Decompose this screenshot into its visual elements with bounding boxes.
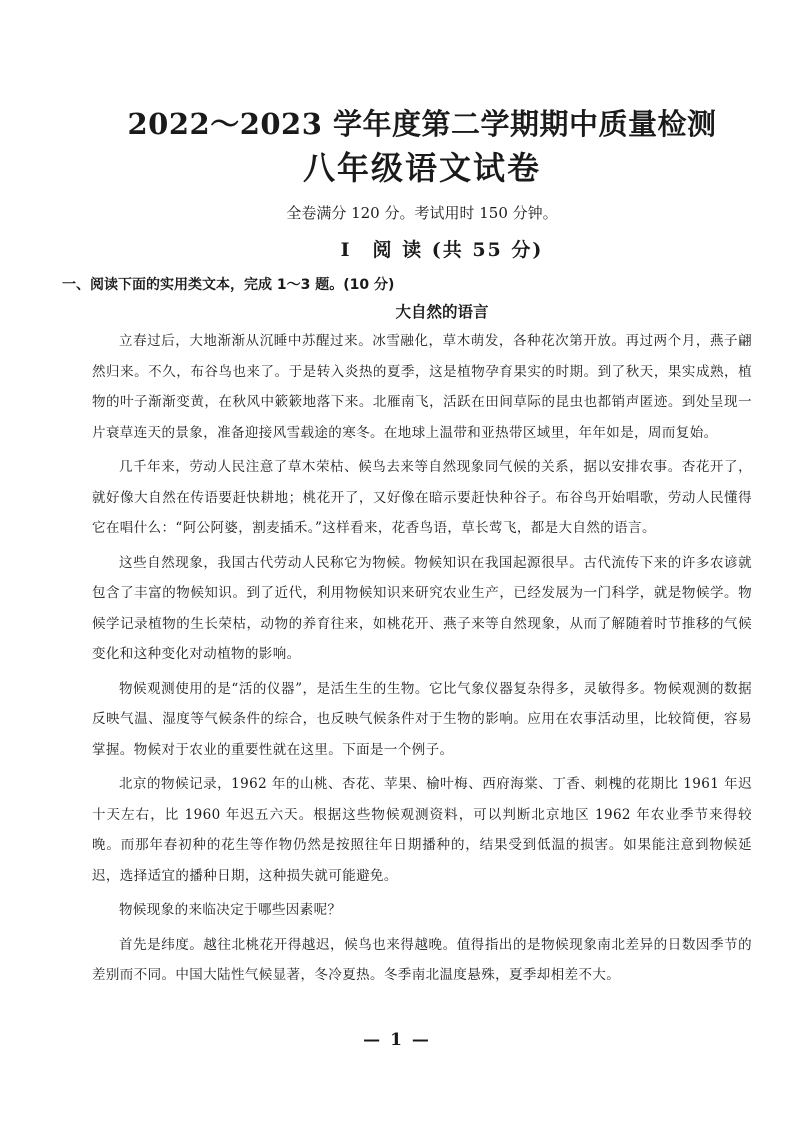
article-paragraph: 首先是纬度。越往北桃花开得越迟，候鸟也来得越晚。值得指出的是物候现象南北差异的日数因季节的差别而不同。中国大陆性气候显著，冬冷夏热。冬季南北温度悬殊，夏季却相差不大。 [92,936,752,983]
exam-title: 2022～2023 学年度第二学期期中质量检测 [127,107,717,141]
article-paragraph: 几千年来，劳动人民注意了草木荣枯、候鸟去来等自然现象同气候的关系，据以安排农事。杏花开了，就好像大自然在传语要赶快耕地；桃花开了，又好像在暗示要赶快种谷子。布谷鸟开始唱歌，劳动人民懂得它在唱什么：“阿公阿婆，割麦插禾。”这样看来，花香鸟语，草长莺飞，都是大自然的语言。 [92,459,752,536]
article-title: 大自然的语言 [395,303,489,321]
article-paragraph: 立春过后，大地渐渐从沉睡中苏醒过来。冰雪融化，草木萌发，各种花次第开放。再过两个月，燕子翩然归来。不久，布谷鸟也来了。于是转入炎热的夏季，这是植物孕育果实的时期。到了秋天，果实成熟，植物的叶子渐渐变黄，在秋风中簌簌地落下来。北雁南飞，活跃在田间草际的昆虫也都销声匿迹。到处呈现一片衰草连天的景象，准备迎接风雪载途的寒冬。在地球上温带和亚热带区域里，年年如是，周而复始。 [92,333,752,441]
section-heading-reading: Ⅰ 阅 读 (共 55 分) [340,239,544,261]
page-number: — 1 — [363,1030,431,1050]
article-body [92,326,752,991]
article-paragraph: 物候观测使用的是“活的仪器”，是活生生的生物。它比气象仪器复杂得多，灵敏得多。物候观测的数据反映气温、湿度等气候条件的综合，也反映气候条件对于生物的影响。应用在农事活动里，比较简便，容易掌握。物候对于农业的重要性就在这里。下面是一个例子。 [92,680,752,758]
article-paragraph: 这些自然现象，我国古代劳动人民称它为物候。物候知识在我国起源很早。古代流传下来的许多农谚就包含了丰富的物候知识。到了近代，利用物候知识来研究农业生产，已经发展为一门科学，就是物候学。物候学记录植物的生长荣枯，动物的养育往来，如桃花开、燕子来等自然现象，从而了解随着时节推移的气候变化和这种变化对动植物的影响。 [92,554,752,662]
exam-subject-title: 八年级语文试卷 [302,149,541,187]
article-paragraph: 物候现象的来临决定于哪些因素呢？ [119,902,342,918]
question-heading: 一、阅读下面的实用类文本，完成 1～3 题。(10 分) [62,277,395,293]
exam-instructions: 全卷满分 120 分。考试用时 150 分钟。 [286,204,558,222]
article-paragraph: 北京的物候记录，1962 年的山桃、杏花、苹果、榆叶梅、西府海棠、丁香、刺槐的花期比 1961 年迟十天左右，比 1960 年迟五六天。根据这些物候观测资料，可以判断北京地区 1962 年农业季节来得较晚。而那年春初种的花生等作物仍然是按照往年日期播种的，结果受到低温的损害。如果能注意到物候延迟，选择适宜的播种日期，这种损失就可能避免。 [92,776,752,884]
